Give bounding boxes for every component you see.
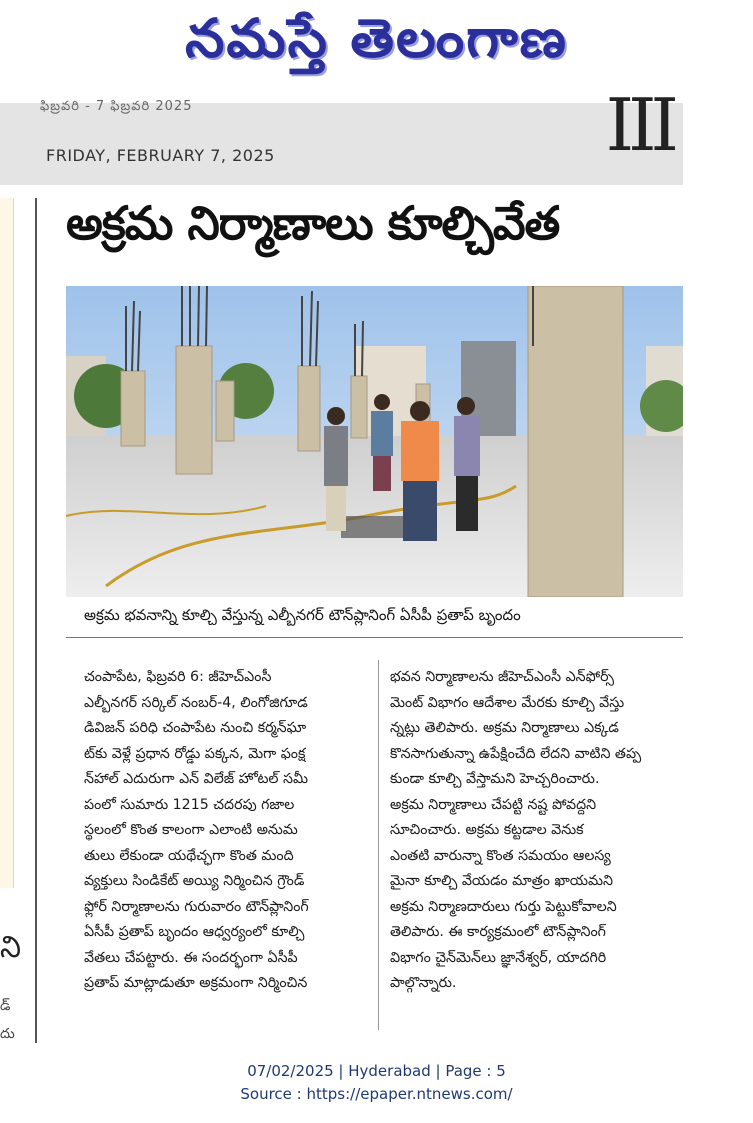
date-band — [0, 83, 683, 185]
footer-source-link[interactable]: Source : https://epaper.ntnews.com/ — [240, 1085, 513, 1103]
column-divider — [378, 660, 379, 1030]
article-photo — [66, 286, 683, 597]
text-line: స్థలంలో కొంత కాలంగా ఎలాంటి అనుమ — [84, 822, 298, 838]
caption-rule — [66, 637, 683, 638]
text-line: మైనా కూల్చి వేయడం మాత్రం ఖాయమని — [390, 873, 613, 889]
text-line: వేతలు చేపట్టారు. ఈ సందర్భంగా ఏసీపీ — [84, 949, 298, 966]
edition-date: FRIDAY, FEBRUARY 7, 2025 — [46, 146, 275, 165]
article-column-1 — [84, 665, 369, 997]
text-line: విభాగం చైన్‌మెన్‌లు జ్ఞానేశ్వర్, యాదగిరి — [390, 949, 607, 966]
text-line: పంలో సుమారు 1215 చదరపు గజాల — [84, 796, 295, 813]
text-line: ట్‌కు వెళ్లే ప్రధాన రోడ్డు పక్కన, మెగా ఫంక్ష — [84, 745, 306, 762]
text-line: మెంట్ విభాగం ఆదేశాల మేరకు కూల్చి వేస్తు — [390, 694, 625, 711]
cut-header-text: ఫిబ్రవరి - 7 ఫిబ్రవరి 2025 — [40, 99, 193, 114]
text-line: తులు లేకుండా యథేచ్ఛగా కొంత మంది — [84, 847, 294, 864]
text-line: ఏసీపీ ప్రతాప్ బృందం ఆధ్వర్యంలో కూల్చి — [84, 924, 305, 940]
text-line: పాల్గొన్నారు. — [390, 975, 457, 991]
page-marker: III — [605, 83, 673, 167]
text-line: సూచించారు. అక్రమ కట్టడాల వెనుక — [390, 822, 584, 838]
edge-fragment: ని — [0, 930, 22, 965]
newspaper-logo: నమస్తే తెలంగాణ — [185, 7, 568, 70]
text-line: ప్రతాప్ మాట్లాడుతూ అక్రమంగా నిర్మించిన — [84, 975, 308, 991]
text-line: ఎంతటి వారున్నా కొంత సమయం ఆలస్య — [390, 847, 611, 864]
text-line: అక్రమ నిర్మాణాలు చేపట్టి నష్ట పోవద్దని — [390, 796, 597, 813]
text-line: తెలిపారు. ఈ కార్యక్రమంలో టౌన్‌ప్లానింగ్ — [390, 924, 606, 940]
column-divider-left — [35, 198, 37, 1043]
text-line: న్‌హాల్ ఎదురుగా ఎన్ విలేజ్ హోటల్ సమీ — [84, 771, 308, 787]
text-line: ఎల్బీనగర్ సర్కిల్ నంబర్-4, లింగోజిగూడ — [84, 694, 308, 711]
edge-fragment: డ్ — [0, 998, 11, 1014]
text-line: వ్యక్తులు సిండికేట్ అయ్యి నిర్మించిన గ్రౌండ్ — [84, 873, 305, 889]
footer-edition-info: 07/02/2025 | Hyderabad | Page : 5 — [247, 1062, 506, 1080]
text-line: చంపాపేట, ఫిబ్రవరి 6: జీహెచ్ఎంసీ — [84, 669, 272, 685]
text-line: భవన నిర్మాణాలను జీహెచ్ఎంసీ ఎన్‌ఫోర్స్ — [390, 669, 614, 685]
text-line: ఫ్లోర్ నిర్మాణాలను గురువారం టౌన్‌ప్లానింగ్ — [84, 898, 309, 915]
text-line: కుండా కూల్చి వేస్తామని హెచ్చరించారు. — [390, 771, 600, 787]
text-line: న్నట్లు తెలిపారు. అక్రమ నిర్మాణాలు ఎక్కడ — [390, 720, 619, 736]
article-column-2 — [390, 665, 675, 997]
text-line: కొనసాగుతున్నా ఉపేక్షించేది లేదని వాటిని తప్ప — [390, 745, 642, 762]
page-footer — [0, 1060, 753, 1106]
text-line: అక్రమ నిర్మాణదారులు గుర్తు పెట్టుకోవాలని — [390, 898, 617, 915]
article-headline: అక్రమ నిర్మాణాలు కూల్చివేత — [66, 196, 560, 250]
edge-fragment: దు — [0, 1026, 15, 1042]
photo-caption: అక్రమ భవనాన్ని కూల్చి వేస్తున్న ఎల్బీనగర్ టౌన్‌ప్లానింగ్ ఏసీపీ ప్రతాప్ బృందం — [84, 606, 521, 624]
left-margin-strip — [0, 198, 14, 888]
text-line: డివిజన్ పరిధి చంపాపేట నుంచి కర్మన్‌ఘా — [84, 720, 307, 736]
